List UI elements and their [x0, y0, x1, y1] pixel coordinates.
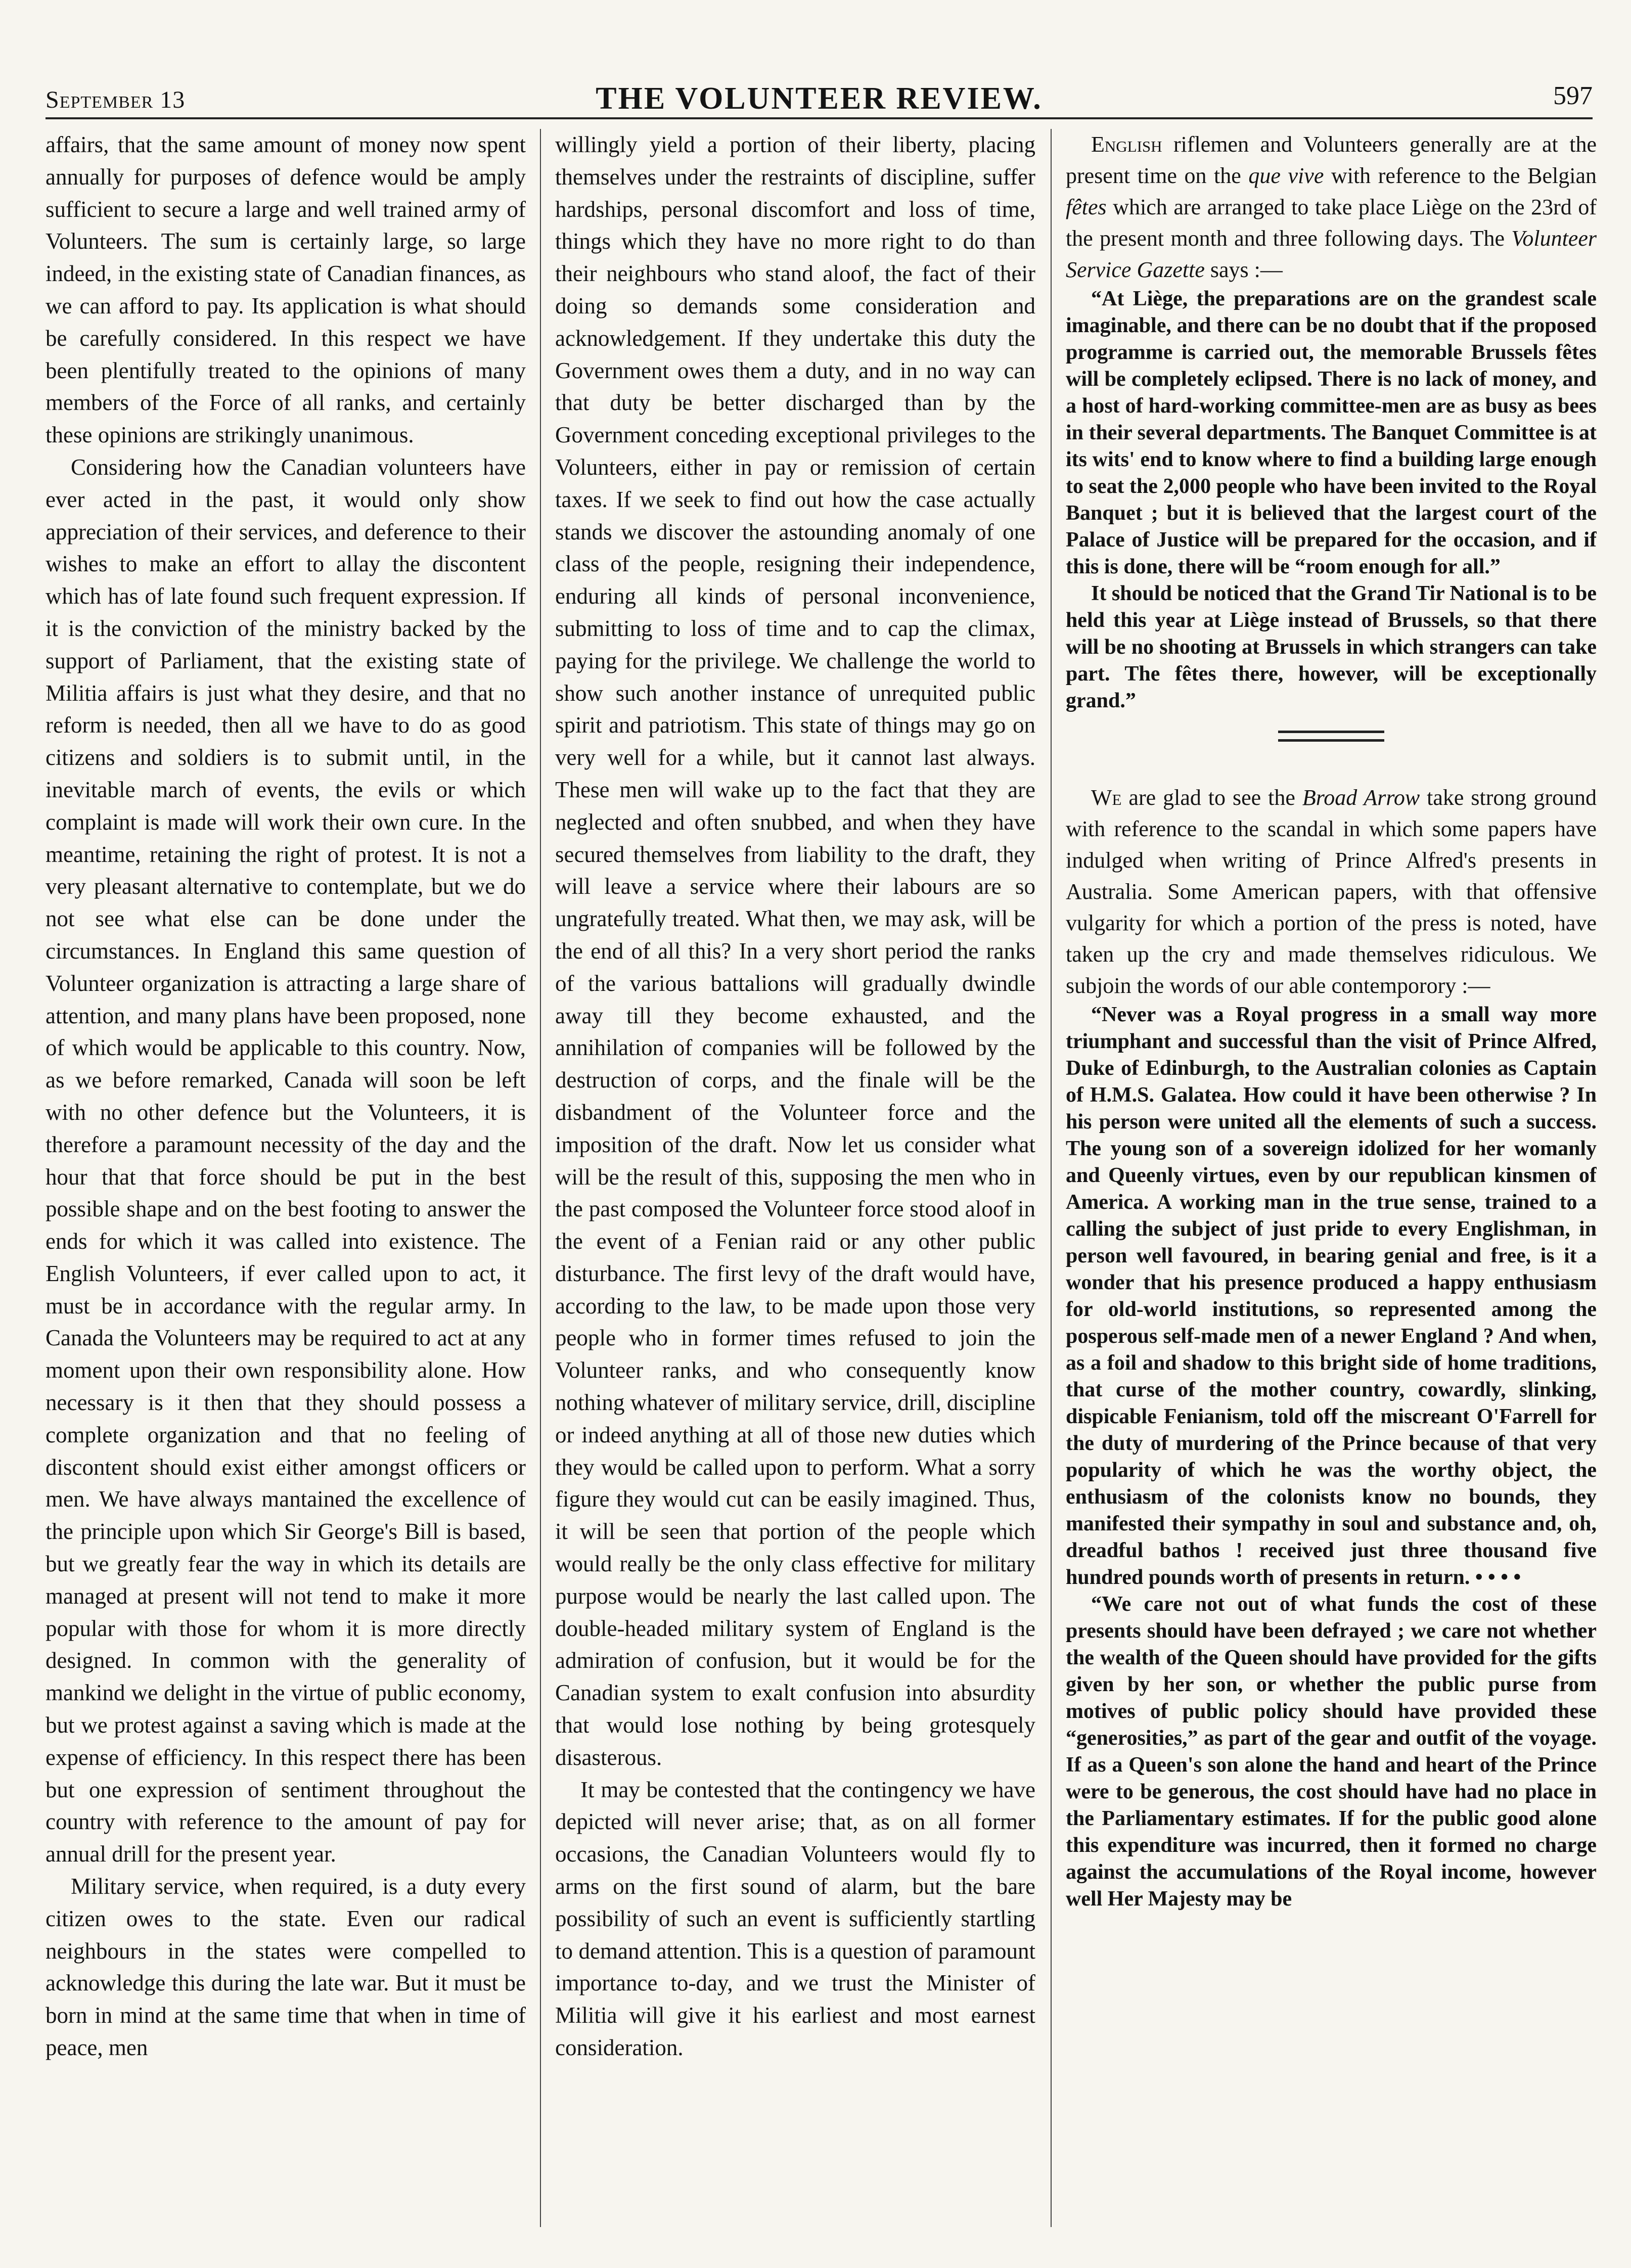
- column-middle: [555, 129, 1035, 2227]
- issue-date: September 13: [46, 86, 186, 113]
- column-right: [1066, 129, 1597, 2227]
- column-divider-right: [1051, 129, 1052, 2227]
- gazette-quote: “At Liège, the preparations are on the grandest scale imaginable, and there can be no doubt that if the proposed programme is carried out, the memorable Brussels fêtes will be completely eclipsed. There is no lack of money, and a host of hard-working committee-men are as busy as bees in their several departments. The Banquet Committee is at its wits' end to know where to find a building large enough to seat the 2,000 people who have been invited to the Royal Banquet ; but it is believed that the largest court of the Palace of Justice will be prepared for the occasion, and if this is done, there will be “room enough for all.”: [1066, 287, 1597, 578]
- article-paragraph: Military service, when required, is a duty every citizen owes to the state. Even our radical neighbours in the states were compelled to acknowledge this during the late war. But it must be born in mind at the same time that when in time of peace, men: [46, 1874, 526, 2061]
- article-paragraph: Considering how the Canadian volunteers have ever acted in the past, it would only show appreciation of their services, and deference to their wishes to make an effort to allay the discontent which has of late found such frequent expression. If it is the conviction of the ministry backed by the support of Parliament, that the existing state of Militia affairs is just what they desire, and that no reform is needed, then all we have to do as good citizens and soldiers is to submit until, in the inevitable march of events, the evils or which complaint is made will work their own cure. In the meantime, retaining the right of protest. It is not a very pleasant alternative to contemplate, but we do not see what else can be done under the circumstances. In England this same question of Volunteer organization is attracting a large share of attention, and many plans have been proposed, none of which would be applicable to this country. Now, as we before remarked, Canada will soon be left with no other defence but the Volunteers, it is therefore a paramount necessity of the day and the hour that that force should be put in the best possible shape and on the best footing to answer the ends for which it was called into existence. The English Volunteers, if ever called upon to act, it must be in accordance with the regular army. In Canada the Volunteers may be required to act at any moment upon their own responsibility alone. How necessary is it then that they should possess a complete organization and that no feeling of discontent should exist either amongst officers or men. We have always mantained the excellence of the principle upon which Sir George's Bill is based, but we greatly fear the way in which its details are managed at present will not tend to make it more popular with those for whom it is more directly designed. In common with the generality of mankind we delight in the virtue of public economy, but we protest against a saving which is made at the expense of efficiency. In this respect there has been but one expression of sentiment throughout the country with reference to the amount of pay for annual drill for the present year.: [46, 454, 526, 1867]
- section-divider: [1278, 731, 1384, 742]
- gazette-quote: It should be noticed that the Grand Tir National is to be held this year at Liège instead of Brussels, so that there will be no shooting at Brussels in which strangers can take part. The fêtes there, however, will be exceptionally grand.”: [1066, 582, 1597, 712]
- lead-word: We: [1091, 785, 1122, 810]
- publication-title: THE VOLUNTEER REVIEW.: [596, 81, 1043, 116]
- column-divider-left: [540, 129, 541, 2227]
- lead-word: English: [1091, 132, 1162, 157]
- page-number: 597: [1553, 81, 1593, 110]
- broad-arrow-quote: “Never was a Royal progress in a small way more triumphant and successful than the visit of Prince Alfred, Duke of Edinburgh, to the Australian colonies as Captain of H.M.S. Galatea. How could it have been otherwise ? In his person were united all the elements of such a success. The young son of a sovereign idolized for her womanly and Queenly virtues, even by our republican kinsmen of America. A working man in the true sense, trained to a calling the subject of just pride to every Englishman, in person well favoured, in bearing genial and free, is it a wonder that his presence produced a happy enthusiasm for old-world institutions, so represented among the posperous self-made men of a newer England ? And when, as a foil and shadow to this bright side of home traditions, that curse of the mother country, cowardly, slinking, dispicable Fenianism, told off the miscreant O'Farrell for the duty of murdering of the Prince because of that very popularity of which he was the worthy object, the enthusiasm of the colonists know no bounds, they manifested their sympathy in soul and substance and, oh, dreadful bathos ! received just three thousand five hundred pounds worth of presents in return. • • • •: [1066, 1003, 1597, 1589]
- page-header: [46, 76, 1593, 121]
- article-paragraph: affairs, that the same amount of money now spent annually for purposes of defence would be amply sufficient to secure a large and well trained army of Volunteers. The sum is certainly large, so large indeed, in the existing state of Canadian finances, as we can afford to pay. Its application is what should be carefully considered. In this respect we have been plentifully treated to the opinions of many members of the Force of all ranks, and certainly these opinions are strikingly unanimous.: [46, 132, 526, 448]
- column-left: [46, 129, 526, 2227]
- header-rule: [46, 117, 1593, 119]
- article-paragraph: willingly yield a portion of their liberty, placing themselves under the restraints of discipline, suffer hardships, personal discomfort and loss of time, things which they have no more right to do than their neighbours who stand aloof, the fact of their doing so demands some consideration and acknowledgement. If they undertake this duty the Government owes them a duty, and in no way can that duty be better discharged than by the Government conceding exceptional privileges to the Volunteers, either in pay or remission of certain taxes. If we seek to find out how the case actually stands we discover the astounding anomaly of one class of the people, resigning their independence, enduring all kinds of personal inconvenience, submitting to loss of time and to cap the climax, paying for the privilege. We challenge the world to show such another instance of unrequited public spirit and patriotism. This state of things may go on very well for a while, but it cannot last always. These men will wake up to the fact that they are neglected and often snubbed, and when they have secured themselves from liability to the draft, they will leave a service where their labours are so ungratefully treated. What then, we may ask, will be the end of all this? In a very short period the ranks of the various battalions will gradually dwindle away till they become exhausted, and the annihilation of companies will be followed by the destruction of corps, and the finale will be the disbandment of the Volunteer force and the imposition of the draft. Now let us consider what will be the result of this, supposing the men who in the past composed the Volunteer force stood aloof in the event of a Fenian raid or any other public disturbance. The first levy of the draft would have, according to the law, to be made upon those very people who in former times refused to join the Volunteer ranks, and who consequently know nothing whatever of military service, drill, discipline or indeed anything at all of those new duties which they would be called upon to perform. What a sorry figure they would cut can be easily imagined. Thus, it will be seen that portion of the people which would really be the only class effective for military purpose would be nearly the last called upon. The double-headed military system of England is the admiration of confusion, but it would be for the Canadian system to exalt confusion into absurdity that would lose nothing by being grotesquely disasterous.: [555, 132, 1035, 1770]
- broad-arrow-intro: We are glad to see the Broad Arrow take strong ground with reference to the scandal in which some papers have indulged when writing of Prince Alfred's presents in Australia. Some American papers, with that offensive vulgarity for which a portion of the press is noted, have taken up the cry and made themselves ridiculous. We subjoin the words of our able contemporory :—: [1066, 785, 1597, 998]
- broad-arrow-quote: “We care not out of what funds the cost of these presents should have been defrayed ; we care not whether the wealth of the Queen should have provided for the gifts given by her son, or whether the public purse from motives of public policy should have provided these “generosities,” as part of the gear and outfit of the voyage. If as a Queen's son alone the hand and heart of the Prince were to be generous, the cost should have had no place in the Parliamentary estimates. If for the public good alone this expenditure was incurred, then it formed no charge against the accumulations of the Royal income, however well Her Majesty may be: [1066, 1593, 1597, 1911]
- article-paragraph: It may be contested that the contingency we have depicted will never arise; that, as on all former occasions, the Canadian Volunteers would fly to arms on the first sound of alarm, but the bare possibility of such an event is sufficiently startling to demand attention. This is a question of paramount importance to-day, and we trust the Minister of Militia will give it his earliest and most earnest consideration.: [555, 1777, 1035, 2061]
- belgian-fetes-intro: English riflemen and Volunteers generally are at the present time on the que vive with reference to the Belgian fêtes which are arranged to take place Liège on the 23rd of the present month and three following days. The Volunteer Service Gazette says :—: [1066, 132, 1597, 282]
